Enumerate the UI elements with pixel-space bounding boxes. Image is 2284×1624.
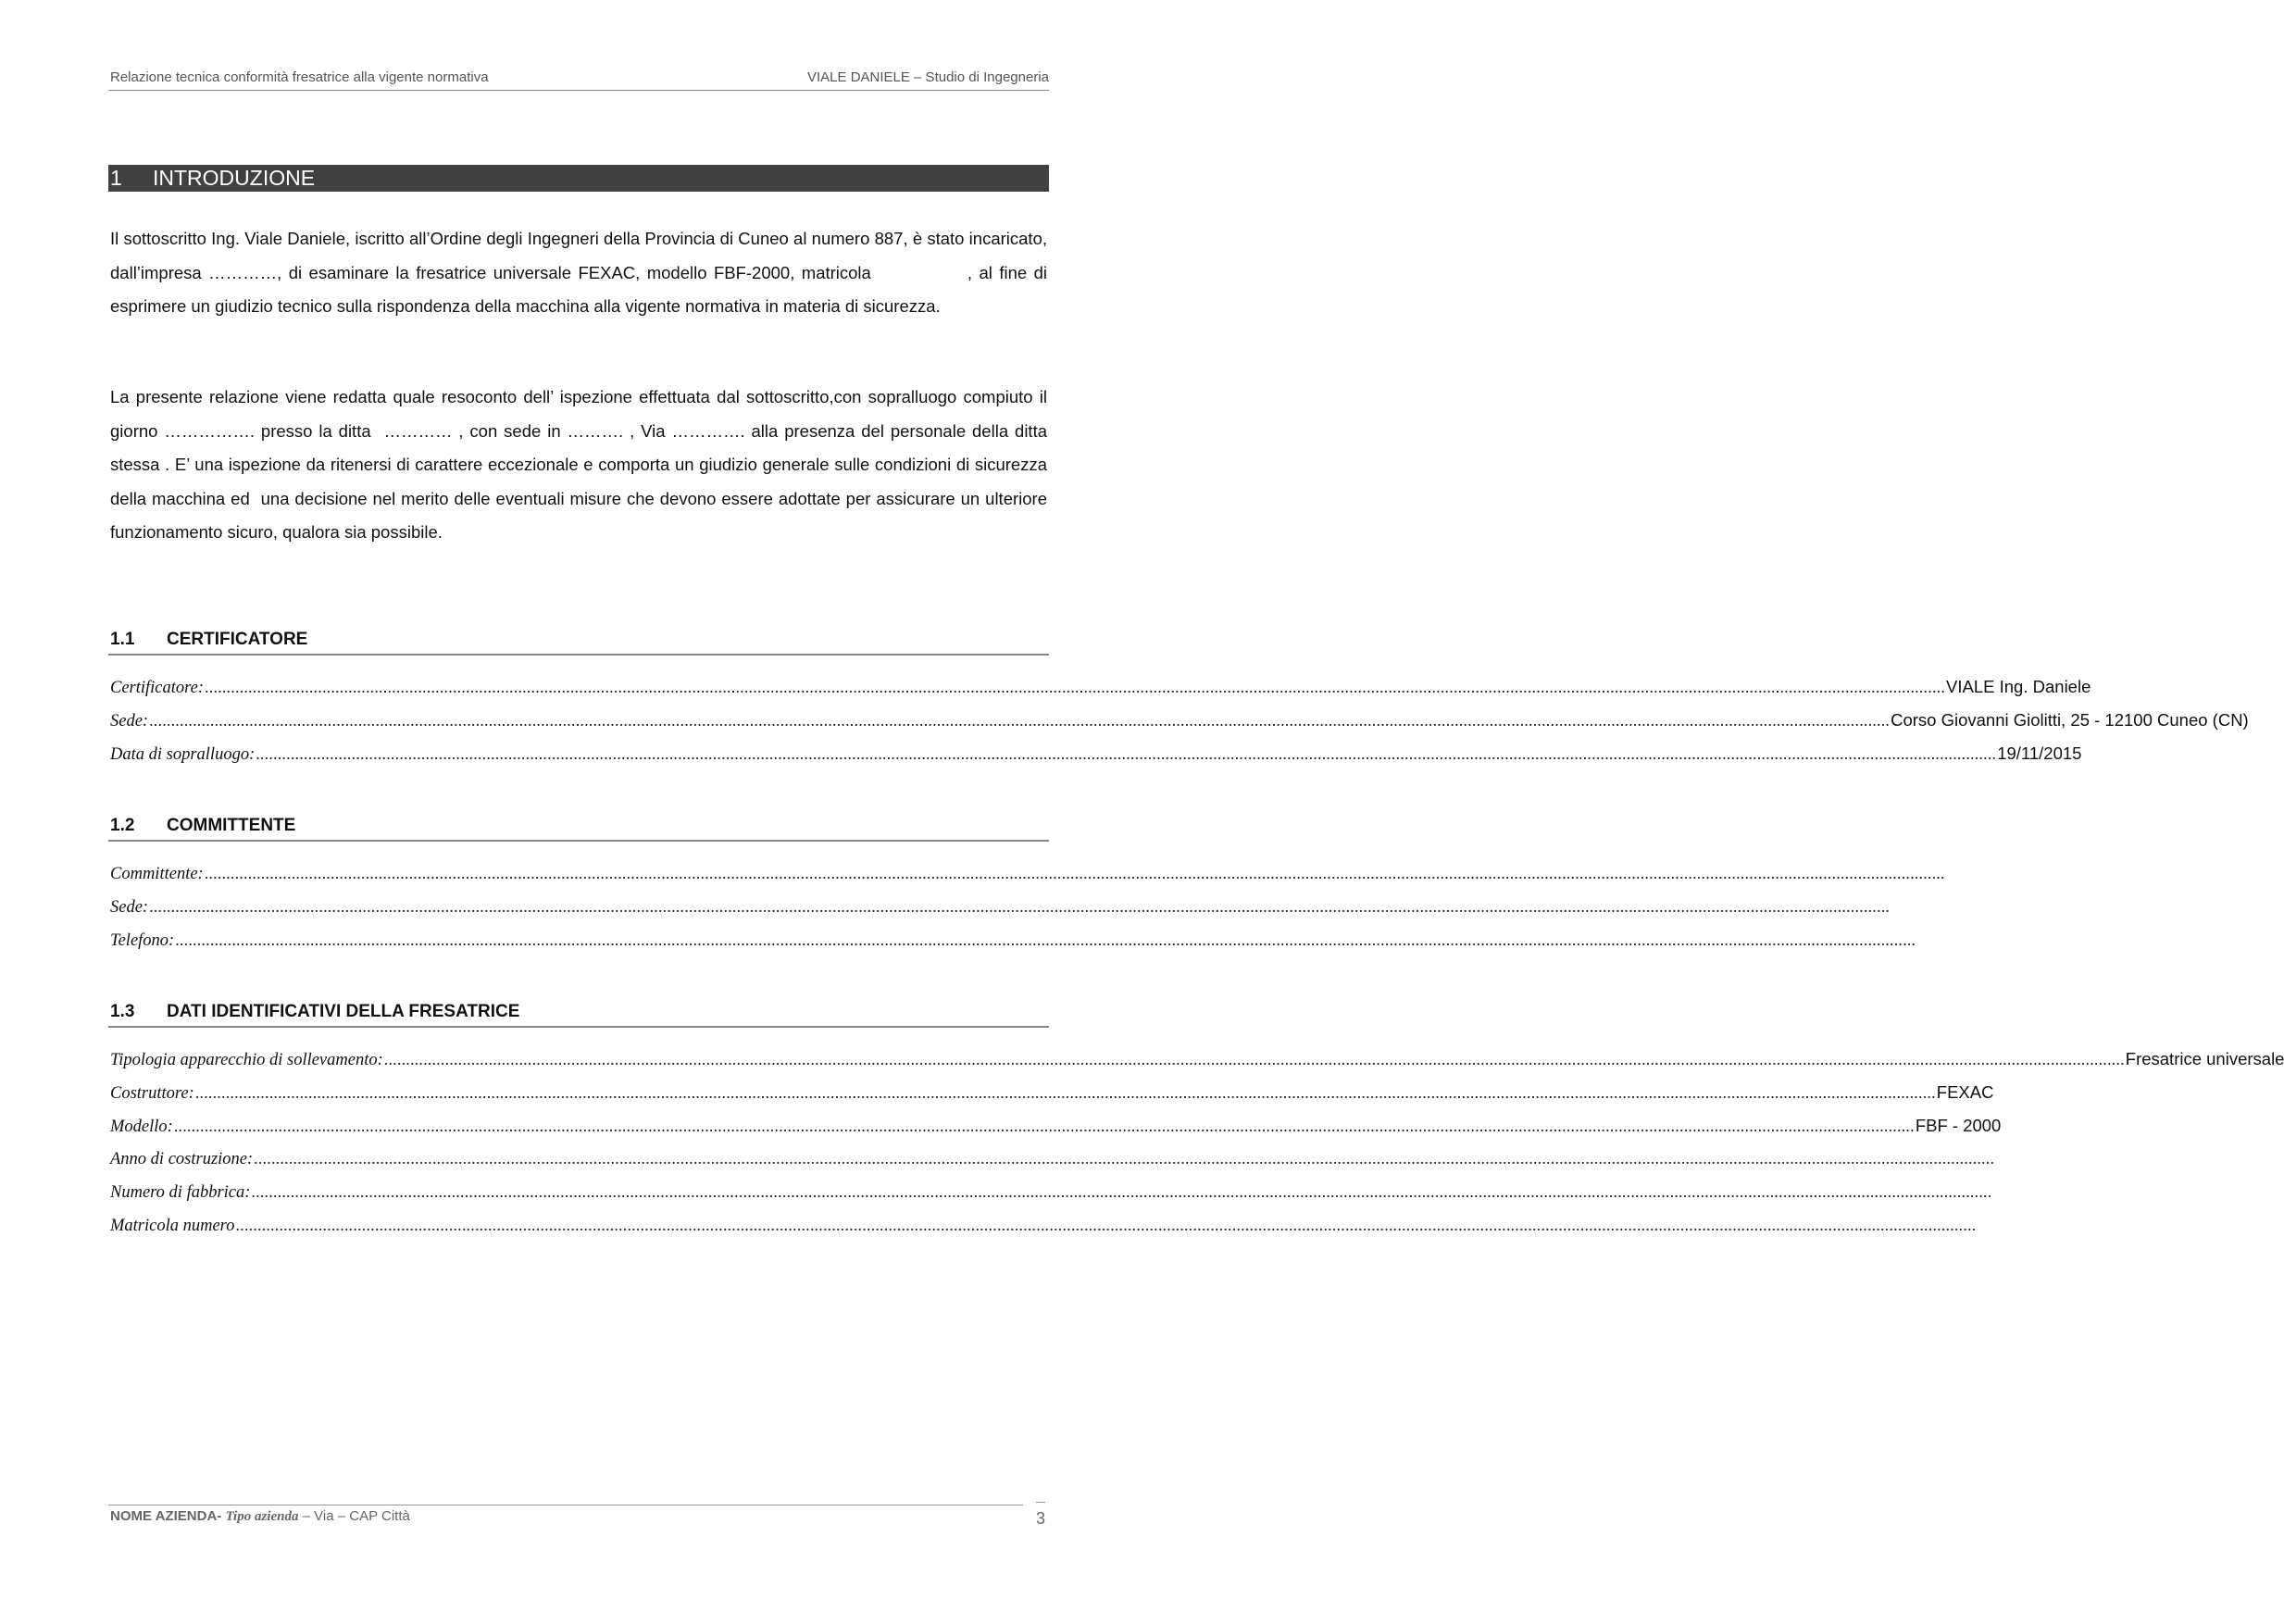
field-anno-costruzione	[110, 1149, 1995, 1177]
page-footer	[110, 1508, 410, 1525]
field-value: VIALE Ing. Daniele	[1946, 677, 2091, 696]
subsection-heading-dati-identificativi	[108, 998, 1049, 1028]
subsection-title: COMMITTENTE	[167, 816, 296, 835]
subsection-title: CERTIFICATORE	[167, 630, 308, 649]
section-number: 1	[110, 166, 122, 190]
subsection-title: DATI IDENTIFICATIVI DELLA FRESATRICE	[167, 1002, 520, 1021]
field-label: Tipologia apparecchio di sollevamento:	[110, 1051, 383, 1069]
intro-paragraph-1	[110, 222, 1053, 324]
page-number: 3	[1035, 1509, 1045, 1528]
subsection-heading-certificatore	[108, 626, 1049, 656]
field-label: Numero di fabbrica:	[110, 1183, 251, 1202]
field-matricola	[110, 1216, 1977, 1243]
field-label: Data di sopralluogo:	[110, 745, 256, 764]
subsection-number: 1.3	[110, 1002, 135, 1021]
page-header	[108, 68, 1049, 91]
field-certificatore	[110, 677, 2091, 705]
footer-company-type: Tipo azienda	[225, 1509, 299, 1524]
header-document-title: Relazione tecnica conformità fresatrice alla vigente normativa	[110, 69, 489, 85]
dot-leader: ................................................................................................................................................................................................................................................................................................................................................................................................................	[251, 1182, 1992, 1201]
field-costruttore	[110, 1082, 1994, 1110]
field-label: Certificatore:	[110, 679, 205, 697]
field-tipologia	[110, 1049, 2284, 1077]
intro-paragraph-2-text: La presente relazione viene redatta quale resoconto dell’ ispezione effettuata dal sottoscritto,con sopralluogo compiuto il giorno ……………. presso la ditta ………… , con sede in ………. , Via …………. alla presenza del personale della ditta stessa . E’ una ispezione da ritenersi di carattere eccezionale e comporta un giudizio generale sulle condizioni di sicurezza della macchina ed una decisione nel merito delle eventuali misure che devono essere adottate per assicurare un ulteriore funzionamento sicuro, qualora sia possibile.	[110, 387, 1053, 542]
field-modello	[110, 1116, 2002, 1143]
field-telefono	[110, 931, 1916, 958]
field-label: Sede:	[110, 712, 149, 731]
subsection-number: 1.1	[110, 630, 135, 649]
dot-leader: ................................................................................................................................................................................................................................................................................................................................................................................................................	[194, 1083, 1936, 1102]
field-value: FEXAC	[1936, 1082, 1994, 1102]
footer-dash	[1036, 1502, 1045, 1503]
dot-leader: ................................................................................................................................................................................................................................................................................................................................................................................................................	[383, 1050, 2125, 1068]
dot-leader: ................................................................................................................................................................................................................................................................................................................................................................................................................	[149, 897, 1891, 916]
subsection-heading-committente	[108, 812, 1049, 842]
field-sede-certificatore	[110, 710, 2249, 738]
field-label: Anno di costruzione:	[110, 1150, 254, 1168]
field-data-sopralluogo	[110, 743, 2082, 771]
field-value: Corso Giovanni Giolitti, 25 - 12100 Cuneo (CN)	[1891, 710, 2249, 730]
header-studio-name: VIALE DANIELE – Studio di Ingegneria	[807, 69, 1049, 85]
field-label: Telefono:	[110, 931, 175, 950]
dot-leader: ................................................................................................................................................................................................................................................................................................................................................................................................................	[205, 678, 1946, 696]
field-value: 19/11/2015	[1997, 743, 2082, 763]
dot-leader: ................................................................................................................................................................................................................................................................................................................................................................................................................	[256, 744, 1997, 763]
field-committente	[110, 864, 1945, 892]
intro-paragraph-2	[110, 381, 1053, 550]
dot-leader: ................................................................................................................................................................................................................................................................................................................................................................................................................	[204, 864, 1945, 882]
field-numero-fabbrica	[110, 1182, 1992, 1210]
subsection-number: 1.2	[110, 816, 135, 835]
dot-leader: ................................................................................................................................................................................................................................................................................................................................................................................................................	[254, 1149, 1995, 1168]
dot-leader: ................................................................................................................................................................................................................................................................................................................................................................................................................	[235, 1216, 1977, 1234]
field-label: Committente:	[110, 865, 204, 883]
field-sede-committente	[110, 897, 1891, 925]
dot-leader: ................................................................................................................................................................................................................................................................................................................................................................................................................	[175, 931, 1916, 949]
section-title: INTRODUZIONE	[153, 166, 316, 190]
footer-company: NOME AZIENDA-	[110, 1508, 222, 1524]
dot-leader: ................................................................................................................................................................................................................................................................................................................................................................................................................	[173, 1117, 1915, 1135]
field-value: FBF - 2000	[1915, 1116, 2002, 1135]
field-label: Matricola numero	[110, 1217, 235, 1235]
footer-address: – Via – CAP Città	[298, 1508, 410, 1524]
dot-leader: ................................................................................................................................................................................................................................................................................................................................................................................................................	[149, 711, 1891, 730]
intro-paragraph-1-text: Il sottoscritto Ing. Viale Daniele, iscritto all’Ordine degli Ingegneri della Provincia di Cuneo al numero 887, è stato incaricato, dall’impresa …………, di esaminare la fresatrice universale FEXAC, modello FBF-2000, matricola , al fine di esprimere un giudizio tecnico sulla rispondenza della macchina alla vigente normativa in materia di sicurezza.	[110, 229, 1053, 316]
section-heading-introduzione	[108, 165, 1049, 192]
field-label: Costruttore:	[110, 1084, 194, 1103]
field-label: Modello:	[110, 1118, 173, 1136]
field-value: Fresatrice universale	[2125, 1049, 2284, 1068]
field-label: Sede:	[110, 898, 149, 917]
